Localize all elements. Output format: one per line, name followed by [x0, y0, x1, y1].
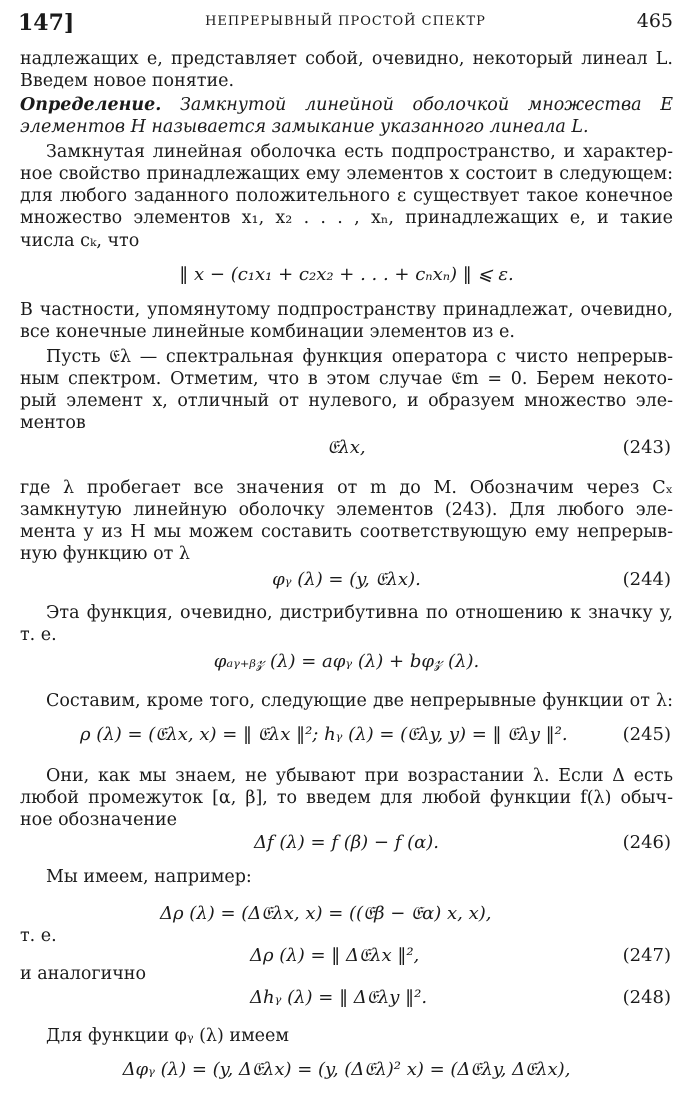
equation-number-243: (243): [622, 437, 671, 458]
text-line: замкнутую линейную оболочку элементов (243). Для любого эле-: [20, 500, 673, 520]
text-line: Пусть 𝔈λ — спектральная функция оператора с чисто непрерыв-: [46, 347, 673, 367]
text-line: ным спектром. Отметим, что в этом случае 𝔈m = 0. Берем некото-: [20, 369, 673, 389]
text-line: Они, как мы знаем, не убывают при возрастании λ. Если Δ есть: [46, 766, 673, 786]
text-line: надлежащих e, представляет собой, очевидно, некоторый линеал L.: [20, 49, 673, 69]
definition-keyword: Определение.: [20, 95, 162, 115]
text-line: мента y из H мы можем составить соответствующую ему непрерыв-: [20, 522, 673, 542]
text-line: Составим, кроме того, следующие две непрерывные функции от λ:: [46, 691, 673, 711]
formula-246: Δf (λ) = f (β) − f (α).: [253, 832, 440, 853]
text-line: где λ пробегает все значения от m до M. Обозначим через Cₓ: [20, 478, 673, 498]
equation-number-248: (248): [622, 987, 671, 1008]
text-line: Для функции φᵧ (λ) имеем: [46, 1026, 290, 1046]
text-line: ную функцию от λ: [20, 544, 190, 564]
formula-243: 𝔈λx,: [327, 437, 366, 458]
page-number: 465: [636, 10, 673, 32]
text-line: все конечные линейные комбинации элементов из e.: [20, 322, 515, 342]
text-line: т. е.: [20, 625, 57, 645]
text-line: Введем новое понятие.: [20, 71, 235, 91]
equation-number-244: (244): [622, 569, 671, 590]
text-label-analogously: и аналогично: [20, 964, 147, 984]
formula-245: ρ (λ) = (𝔈λx, x) = ‖ 𝔈λx ‖²; hᵧ (λ) = (𝔈λy, y) = ‖ 𝔈λy ‖².: [80, 724, 568, 745]
page-header: [18, 8, 673, 36]
formula-norm-estimate: ‖ x − (c₁x₁ + c₂x₂ + . . . + cₙxₙ) ‖ ⩽ ε.: [179, 264, 514, 285]
formula-244: φᵧ (λ) = (y, 𝔈λx).: [272, 569, 421, 590]
text-line: любой промежуток [α, β], то введем для любой функции f(λ) обыч-: [20, 788, 673, 808]
definition-text: элементов H называется замыкание указанного линеала L.: [20, 117, 589, 137]
text-line: для любого заданного положительного ε существует такое конечное: [20, 186, 673, 206]
text-label-te: т. е.: [20, 926, 57, 946]
section-number: 147]: [18, 10, 75, 36]
running-title: НЕПРЕРЫВНЫЙ ПРОСТОЙ СПЕКТР: [205, 14, 486, 29]
text-line: ментов: [20, 413, 86, 433]
formula-delta-phi: Δφᵧ (λ) = (y, Δ𝔈λx) = (y, (Δ𝔈λ)² x) = (Δ𝔈λy, Δ𝔈λx),: [122, 1059, 571, 1080]
text-line: В частности, упомянутому подпространству принадлежат, очевидно,: [20, 300, 673, 320]
text-line: ное обозначение: [20, 810, 177, 830]
text-line: множество элементов x₁, x₂ . . . , xₙ, принадлежащих e, и такие: [20, 208, 673, 228]
equation-number-246: (246): [622, 832, 671, 853]
text-line: ное свойство принадлежащих ему элементов x состоит в следующем:: [20, 164, 673, 184]
formula-delta-rho: Δρ (λ) = (Δ𝔈λx, x) = ((𝔈β − 𝔈α) x, x),: [160, 903, 492, 924]
text-line: рый элемент x, отличный от нулевого, и образуем множество эле-: [20, 391, 673, 411]
formula-distributive: φₐᵧ₊ᵦ𝓏 (λ) = aφᵧ (λ) + bφ𝓏 (λ).: [213, 651, 480, 672]
text-line: Эта функция, очевидно, дистрибутивна по отношению к значку y,: [46, 603, 673, 623]
text-line: числа cₖ, что: [20, 231, 140, 251]
definition-heading: Определение. Замкнутой линейной оболочкой множества E: [20, 95, 673, 115]
formula-248: Δhᵧ (λ) = ‖ Δ𝔈λy ‖².: [250, 987, 428, 1008]
equation-number-247: (247): [622, 945, 671, 966]
formula-247: Δρ (λ) = ‖ Δ𝔈λx ‖²,: [250, 945, 420, 966]
equation-number-245: (245): [622, 724, 671, 745]
text-line: Замкнутая линейная оболочка есть подпространство, и характер-: [46, 142, 673, 162]
text-line: Мы имеем, например:: [46, 867, 252, 887]
